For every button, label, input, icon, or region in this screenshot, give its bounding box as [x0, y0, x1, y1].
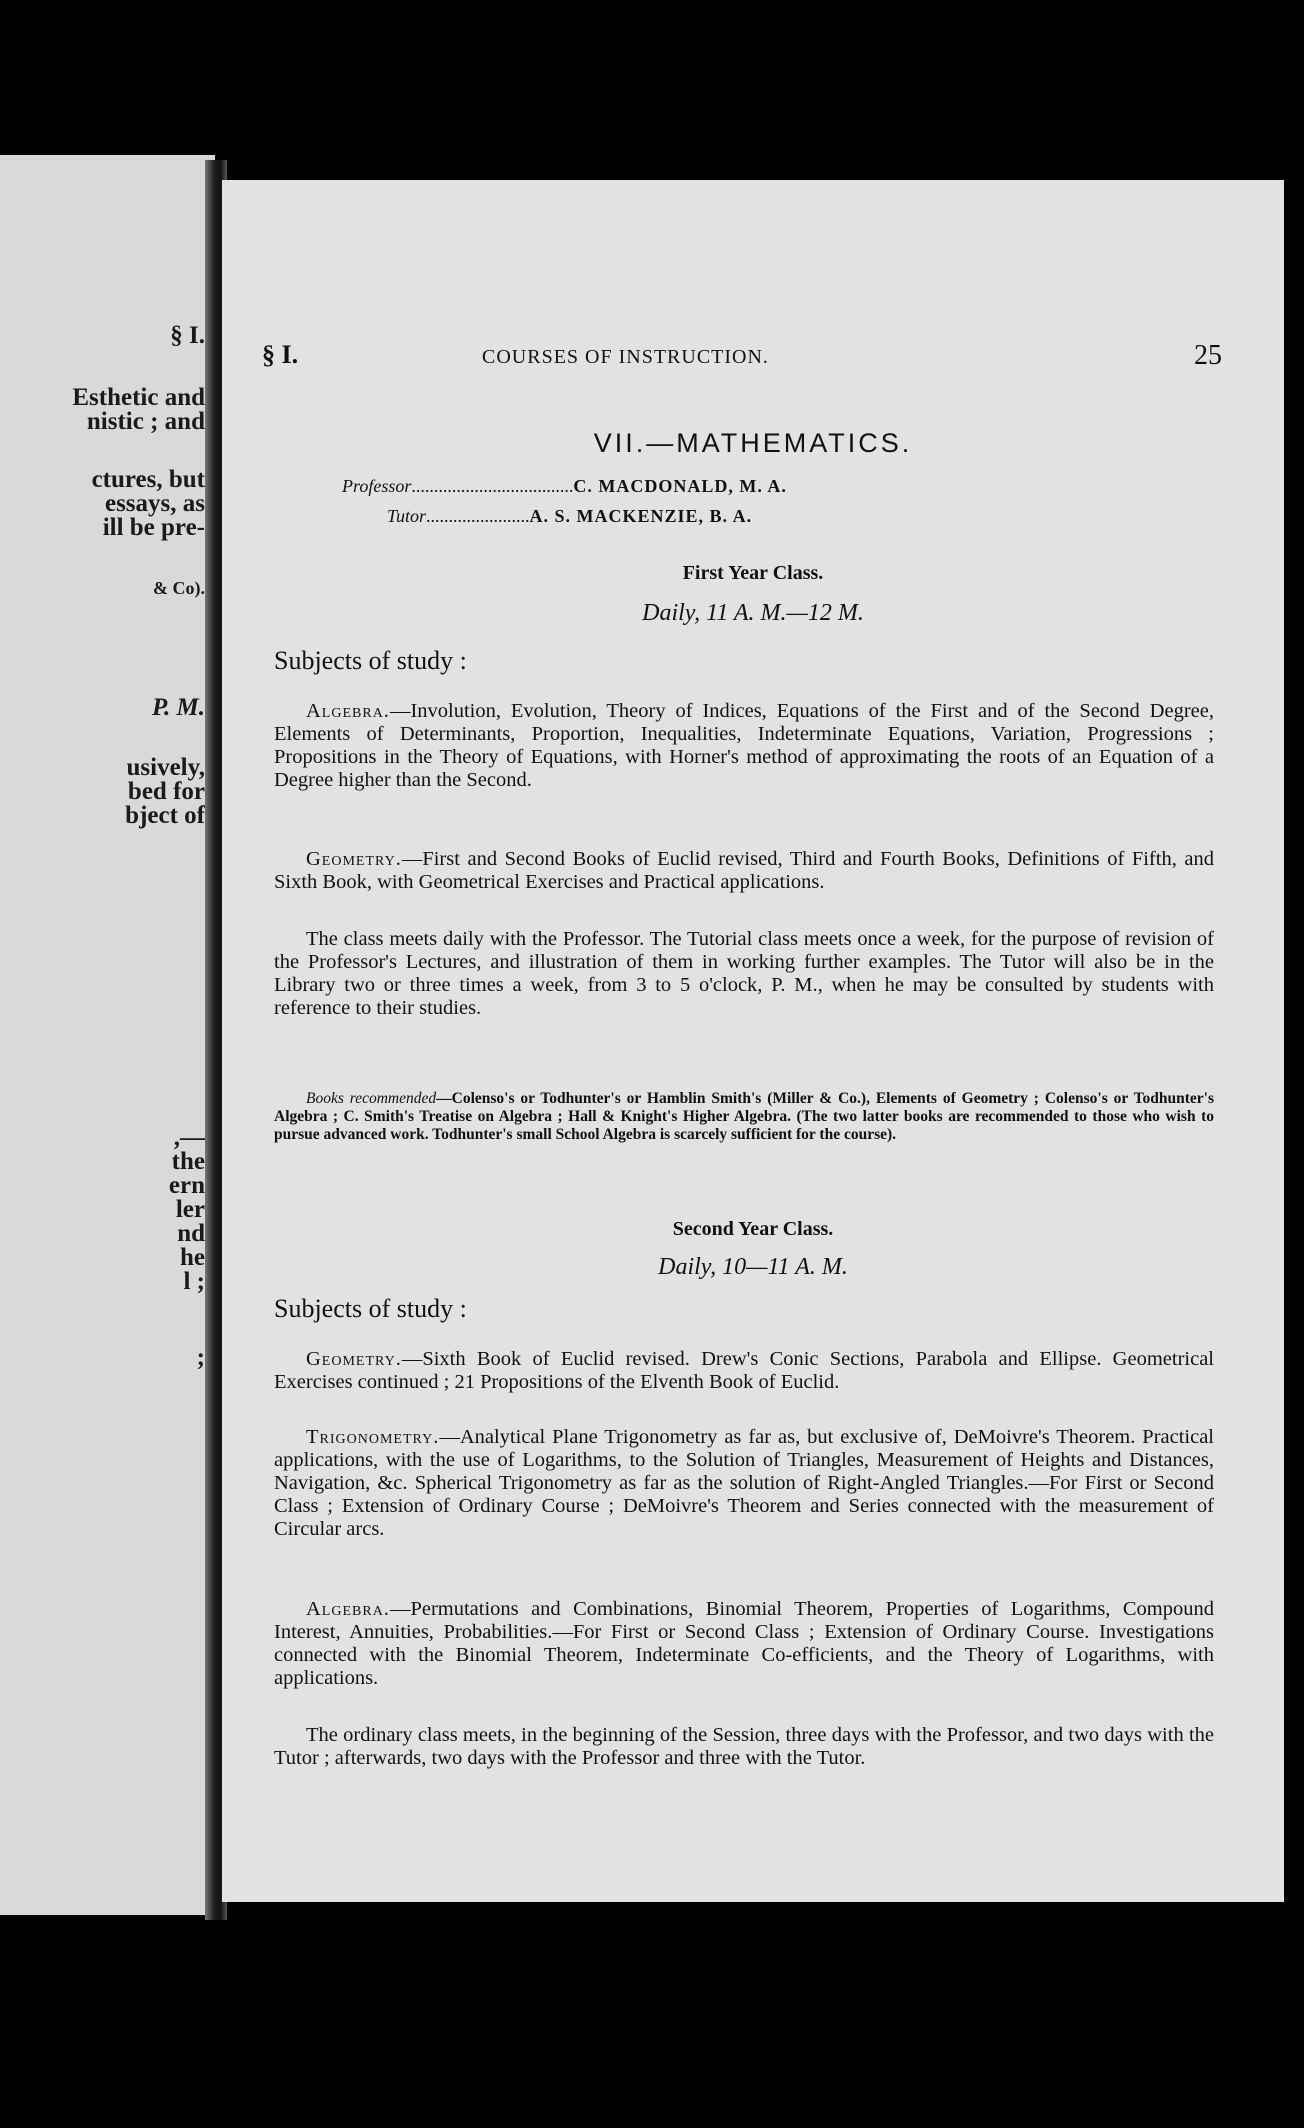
left-fragment: ill be pre-: [102, 514, 205, 541]
paragraph-lead: Algebra.: [306, 700, 390, 722]
left-fragment: ;: [196, 1344, 205, 1371]
professor-label: Professor: [342, 476, 412, 496]
running-header: [262, 340, 1222, 380]
leader-dots: ....................................: [411, 476, 574, 496]
paragraph-lead: Geometry.: [306, 848, 402, 870]
professor-line: [342, 476, 787, 497]
tutor-label: Tutor: [387, 506, 427, 526]
paragraph-text: —Permutations and Combinations, Binomial Theorem, Properties of Logarithms, Compound Interest, Annuities, Probabilities.—For First or Second Class ; Extension of Ordinary Course. Investigations connected with the Binomial Theorem, Indeterminate Co-efficients, and the Theory of Logarithms, with applications.: [274, 1598, 1214, 1689]
left-fragment: l ;: [183, 1268, 205, 1295]
paragraph-text: The ordinary class meets, in the beginning of the Session, three days with the Professor, and two days with the Tutor ; afterwards, two days with the Professor and three with the Tutor.: [274, 1724, 1214, 1769]
section-mark: § I.: [262, 340, 299, 369]
second-year-heading: Second Year Class.: [672, 1218, 834, 1240]
left-fragment: ,—: [173, 1124, 205, 1151]
tutor-name: A. S. MACKENZIE, B. A.: [529, 506, 753, 526]
paragraph-lead: Algebra.: [306, 1598, 390, 1620]
left-fragment: nistic ; and: [86, 408, 205, 435]
left-fragment: nd: [177, 1220, 205, 1247]
leader-dots: .......................: [426, 506, 530, 526]
paragraph-lead: Trigonometry.: [306, 1426, 440, 1448]
left-fragment: ler: [175, 1196, 205, 1223]
first-year-algebra-paragraph: [274, 700, 1214, 792]
paragraph-text: —Analytical Plane Trigonometry as far as, but exclusive of, DeMoivre's Theorem. Practical applications, with the use of Logarithms, to the Solution of Triangles, Measurement of Heights and Distances, Navigation, &c. Spherical Trigonometry as far as the solution of Right-Angled Triangles.—For First or Second Class ; Extension of Ordinary Course ; DeMoivre's Theorem and Series connected with the measurement of Circular arcs.: [274, 1426, 1214, 1540]
left-fragment: essays, as: [104, 490, 205, 517]
left-fragment: bject of: [125, 802, 205, 829]
left-fragment: bed for: [127, 778, 205, 805]
left-fragment: & Co).: [153, 578, 205, 598]
paragraph-lead: Geometry.: [306, 1348, 402, 1370]
note-text: —Colenso's or Todhunter's or Hamblin Smith's (Miller & Co.), Elements of Geometry ; Colenso's or Todhunter's Algebra ; C. Smith's Treatise on Algebra ; Hall & Knight's Higher Algebra. (The two latter books are recommended to those who wish to pursue advanced work. Todhunter's small School Algebra is scarcely sufficient for the course).: [274, 1090, 1214, 1143]
paragraph-text: —Sixth Book of Euclid revised. Drew's Conic Sections, Parabola and Ellipse. Geometrical Exercises continued ; 21 Propositions of the Elventh Book of Euclid.: [274, 1348, 1214, 1393]
paragraph-text: —First and Second Books of Euclid revised, Third and Fourth Books, Definitions of Fifth, and Sixth Book, with Geometrical Exercises and Practical applications.: [274, 848, 1214, 893]
tutor-line: [387, 506, 752, 527]
subjects-label: Subjects of study :: [274, 1294, 467, 1323]
paragraph-text: The class meets daily with the Professor. The Tutorial class meets once a week, for the purpose of revision of the Professor's Lectures, and illustration of them in working further examples. The Tutor will also be in the Library two or three times a week, from 3 to 5 o'clock, P. M., when he may be consulted by students with reference to their studies.: [274, 928, 1214, 1019]
second-year-algebra-paragraph: [274, 1598, 1214, 1690]
subjects-label: Subjects of study :: [274, 646, 467, 675]
books-recommended-note: [274, 1090, 1214, 1144]
trigonometry-paragraph: [274, 1426, 1214, 1541]
paragraph-text: —Involution, Evolution, Theory of Indices, Equations of the First and of the Second Degree, Elements of Determinants, Proportion, Inequalities, Indeterminate Equations, Variation, Progressions ; Propositions in the Theory of Equations, with Horner's method of approximating the roots of an Equation of a Degree higher than the Second.: [274, 700, 1214, 791]
second-year-geometry-paragraph: [274, 1348, 1214, 1394]
running-title: COURSES OF INSTRUCTION.: [482, 346, 769, 368]
left-fragment: P. M.: [151, 694, 205, 721]
first-year-geometry-paragraph: [274, 848, 1214, 894]
left-fragment: Esthetic and: [72, 384, 205, 411]
document-page: [222, 180, 1284, 1902]
second-year-class-paragraph: [274, 1724, 1214, 1770]
first-year-class-paragraph: [274, 928, 1214, 1020]
section-title: VII.—MATHEMATICS.: [593, 428, 913, 458]
left-fragment: § I.: [170, 322, 205, 349]
left-fragment: ctures, but: [91, 466, 205, 493]
page-number: 25: [1194, 340, 1222, 371]
first-year-heading: First Year Class.: [682, 562, 824, 584]
previous-page-fragment: [0, 155, 215, 1915]
left-fragment: he: [180, 1244, 205, 1271]
professor-name: C. MACDONALD, M. A.: [573, 476, 787, 496]
left-fragment: the: [171, 1148, 205, 1175]
first-year-time: Daily, 11 A. M.—12 M.: [642, 600, 864, 626]
second-year-time: Daily, 10—11 A. M.: [658, 1254, 848, 1280]
left-fragment: ern: [168, 1172, 205, 1199]
note-lead: Books recommended: [306, 1090, 437, 1107]
left-fragment: usively,: [126, 754, 205, 781]
